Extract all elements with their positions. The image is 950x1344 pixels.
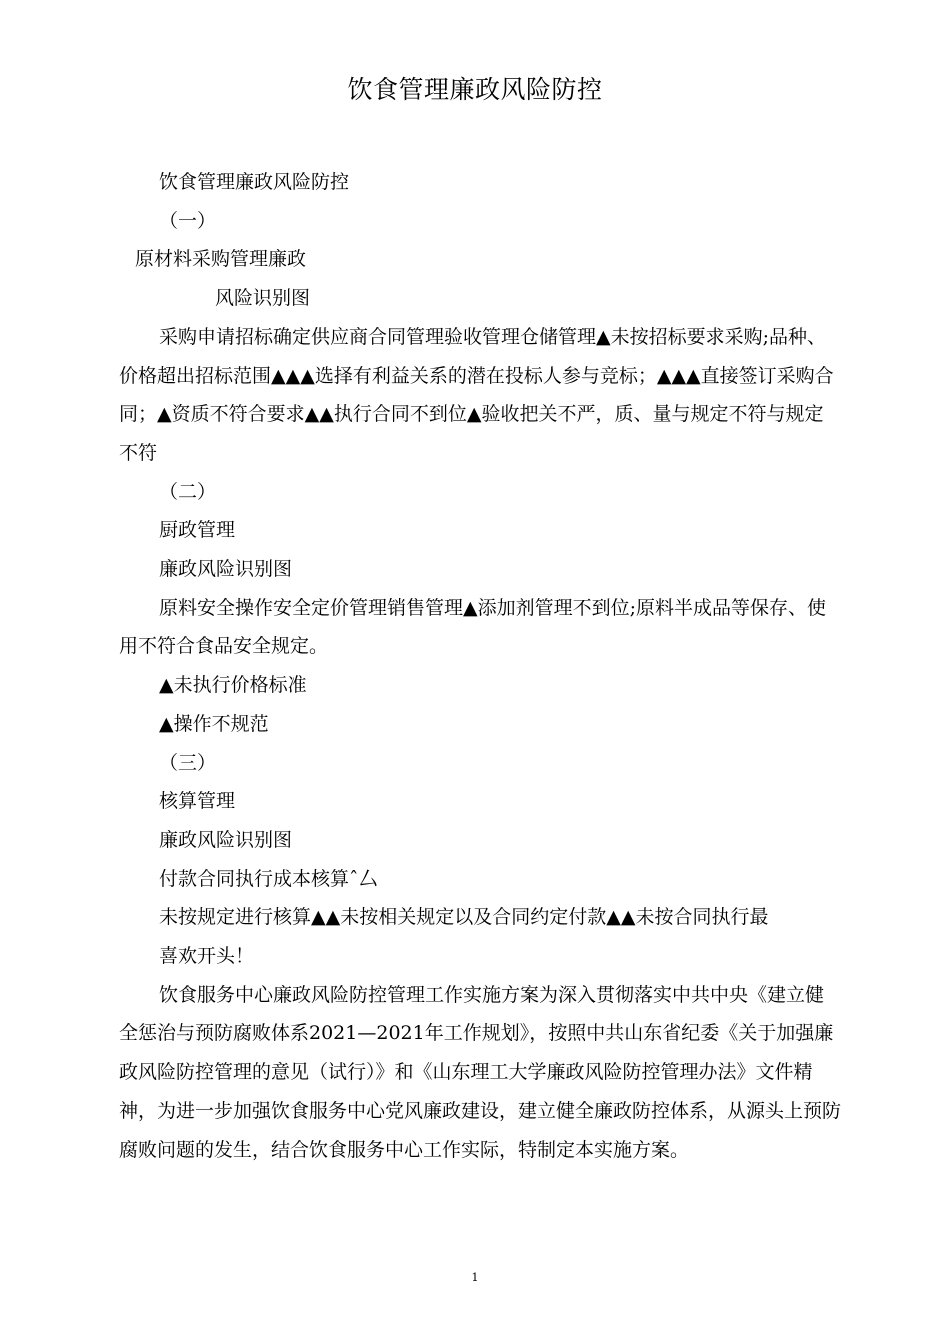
paragraph: 喜欢开头！: [159, 945, 255, 968]
paragraph: 采购申请招标确定供应商合同管理验收管理仓储管理▲未按招标要求采购;品种、价格超出招标范围▲▲▲选择有利益关系的潜在投标人参与竞标；▲▲▲直接签订采购合同；▲资质不符合要求▲▲执行合同不到位▲验收把关不严，质、量与规定不符与规定不符: [119, 325, 834, 464]
section-subheading: 廉政风险识别图: [159, 558, 293, 581]
section-heading: 原材料采购管理廉政: [135, 248, 307, 271]
paragraph: 付款合同执行成本核算ˆ厶: [159, 867, 378, 890]
paragraph-heading: 饮食管理廉政风险防控: [159, 171, 350, 193]
section-number: （二）: [159, 480, 217, 503]
document-body: [119, 163, 841, 1169]
paragraph: 未按规定进行核算▲▲未按相关规定以及合同约定付款▲▲未按合同执行最: [159, 906, 769, 929]
paragraph: 饮食服务中心廉政风险防控管理工作实施方案为深入贯彻落实中共中央《建立健全惩治与预防腐败体系2021—2021年工作规划》，按照中共山东省纪委《关于加强廉政风险防控管理的意见（试行）》和《山东理工大学廉政风险防控管理办法》文件精神，为进一步加强饮食服务中心党风廉政建设，建立健全廉政防控体系，从源头上预防腐败问题的发生，结合饮食服务中心工作实际，特制定本实施方案。: [119, 983, 842, 1161]
page-number: 1: [471, 1271, 479, 1284]
section-subheading: 风险识别图: [215, 287, 311, 310]
paragraph: 原料安全操作安全定价管理销售管理▲添加剂管理不到位;原料半成品等保存、使用不符合食品安全规定。: [119, 596, 827, 658]
document-title: 饮食管理廉政风险防控: [347, 75, 603, 104]
section-heading: 核算管理: [159, 790, 236, 813]
section-subheading: 廉政风险识别图: [159, 828, 293, 851]
list-item: ▲未执行价格标准: [159, 674, 307, 697]
list-item: ▲操作不规范: [159, 712, 269, 735]
section-number: （三）: [159, 751, 217, 774]
section-heading: 厨政管理: [159, 519, 236, 542]
section-number: （一）: [159, 209, 217, 232]
